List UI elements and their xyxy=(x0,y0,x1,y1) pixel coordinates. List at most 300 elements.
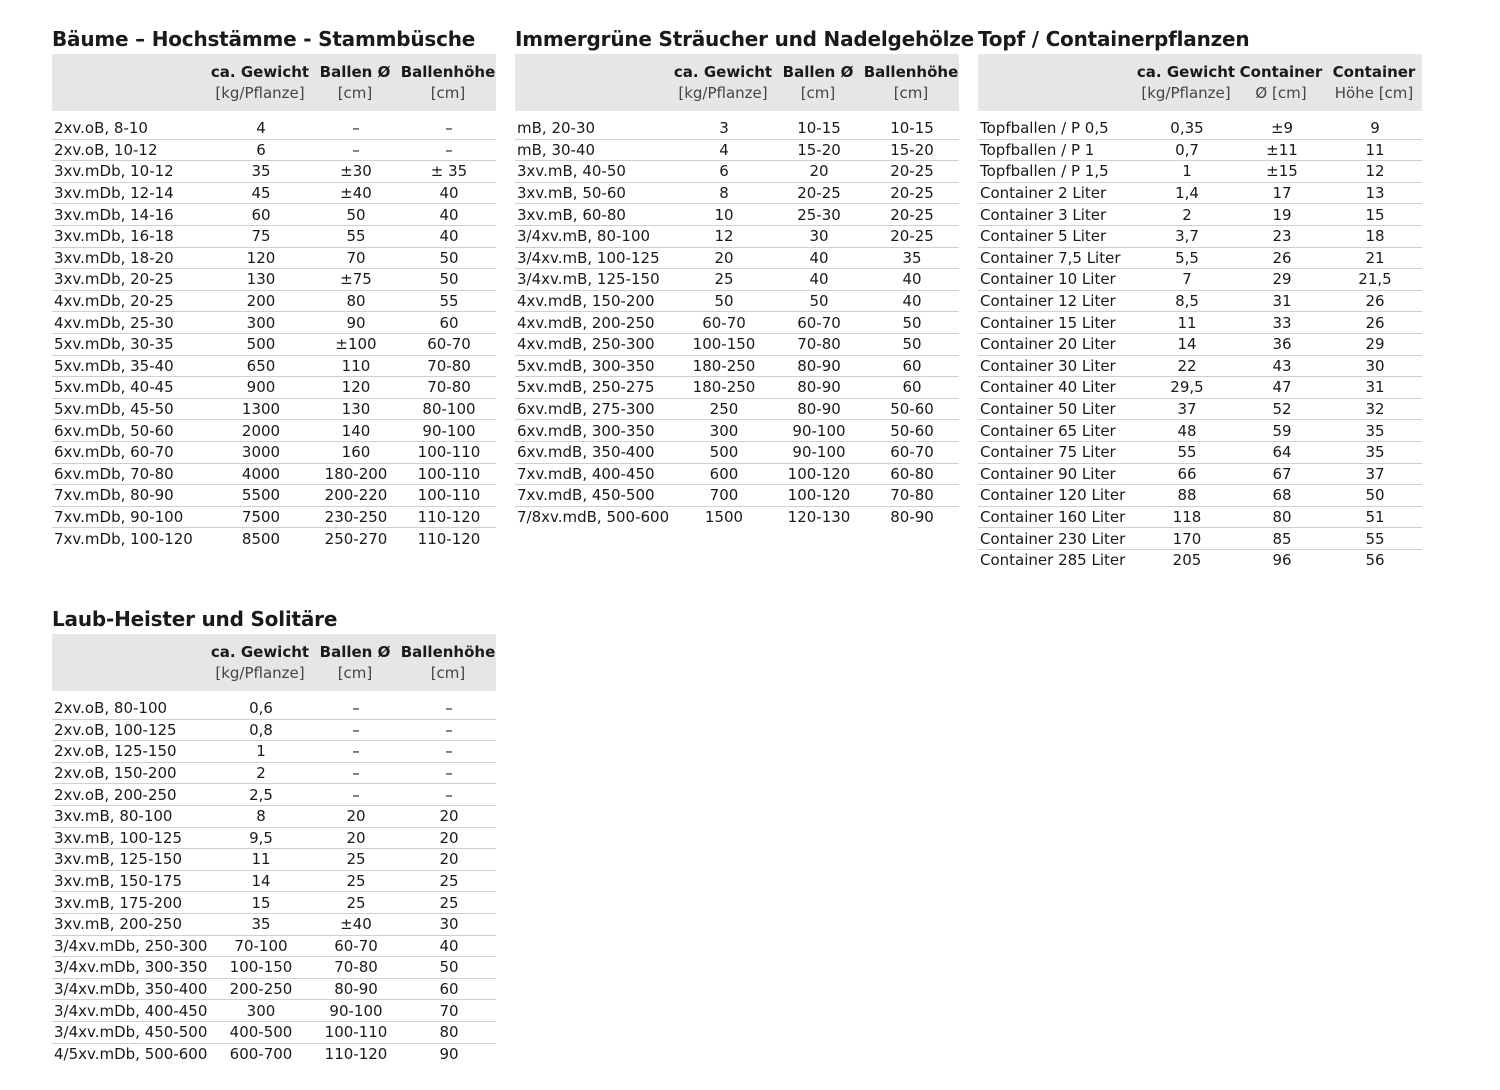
value-cell: 25 xyxy=(673,269,773,291)
value-cell: 12 xyxy=(673,225,773,247)
value-cell: 5,5 xyxy=(1136,247,1236,269)
table-row xyxy=(52,805,496,827)
row-label: 3xv.mB, 125-150 xyxy=(52,849,210,871)
value-cell: 80-90 xyxy=(890,507,934,526)
table-row xyxy=(52,312,496,334)
value-cell: 230-250 xyxy=(310,506,400,528)
table-row xyxy=(52,441,496,463)
value-cell: 60-70 xyxy=(400,333,496,355)
value-cell: 2,5 xyxy=(210,784,310,806)
row-label: 3/4xv.mB, 80-100 xyxy=(515,225,673,247)
row-label: 5xv.mDb, 30-35 xyxy=(52,333,210,355)
column-header xyxy=(52,54,210,111)
value-cell: 9 xyxy=(1326,118,1422,139)
table-row xyxy=(52,957,496,979)
row-label: 3xv.mDb, 12-14 xyxy=(52,182,210,204)
value-cell: 120 xyxy=(210,247,310,269)
row-label: 2xv.oB, 150-200 xyxy=(52,762,210,784)
column-header xyxy=(210,634,310,691)
value-cell: 26 xyxy=(1326,290,1422,312)
value-cell: 20 xyxy=(310,805,400,827)
value-cell: 40 xyxy=(863,269,959,291)
table-row xyxy=(515,312,959,334)
value-cell: 118 xyxy=(1136,506,1236,528)
value-cell: 2 xyxy=(210,762,310,784)
value-cell: 30 xyxy=(400,913,496,935)
value-cell: 25 xyxy=(400,870,496,892)
table-block-baeume xyxy=(52,24,496,549)
value-cell: 140 xyxy=(310,420,400,442)
column-header xyxy=(400,54,496,111)
value-cell: 80-90 xyxy=(773,355,863,377)
table-header-row xyxy=(978,54,1422,111)
value-cell: 18 xyxy=(1326,225,1422,247)
table-row xyxy=(515,398,959,420)
value-cell: 10-15 xyxy=(773,118,863,139)
table-row xyxy=(978,312,1422,334)
value-cell: 100-110 xyxy=(400,463,496,485)
table-row xyxy=(52,698,496,719)
value-cell: 35 xyxy=(210,913,310,935)
column-header-title: ca. Gewicht xyxy=(210,642,310,661)
value-cell: 31 xyxy=(1326,377,1422,399)
value-cell: 160 xyxy=(310,441,400,463)
table-row xyxy=(52,247,496,269)
spacer-cell xyxy=(52,111,496,118)
row-label: Container 285 Liter xyxy=(980,551,1126,570)
value-cell: ±30 xyxy=(310,161,400,183)
row-label: Container 75 Liter xyxy=(978,441,1136,463)
table-row xyxy=(515,161,959,183)
value-cell: – xyxy=(400,784,496,806)
table-row xyxy=(52,420,496,442)
row-label: 5xv.mDb, 45-50 xyxy=(52,398,210,420)
row-label: Container 90 Liter xyxy=(978,463,1136,485)
value-cell: 20 xyxy=(310,827,400,849)
value-cell: 60-70 xyxy=(863,441,959,463)
value-cell: 35 xyxy=(863,247,959,269)
row-label: 3xv.mB, 100-125 xyxy=(52,827,210,849)
value-cell: 120-130 xyxy=(787,507,851,526)
row-label: Topfballen / P 1 xyxy=(978,139,1136,161)
value-cell: 29 xyxy=(1236,269,1326,291)
table-block-laub-heister xyxy=(52,604,496,1064)
value-cell: 1500 xyxy=(704,507,744,526)
value-cell: – xyxy=(400,741,496,763)
value-cell: 4 xyxy=(673,139,773,161)
row-label: 3xv.mB, 200-250 xyxy=(52,913,210,935)
value-cell: 400-500 xyxy=(210,1021,310,1043)
value-cell: 60-80 xyxy=(863,463,959,485)
table-row xyxy=(52,355,496,377)
value-cell: 15 xyxy=(1326,204,1422,226)
column-header-unit: [cm] xyxy=(430,83,466,102)
value-cell: 170 xyxy=(1136,528,1236,550)
row-label: Container 2 Liter xyxy=(978,182,1136,204)
value-cell: 60 xyxy=(210,204,310,226)
table-row xyxy=(515,485,959,507)
value-cell: 35 xyxy=(1326,441,1422,463)
table-row xyxy=(52,741,496,763)
column-header-unit: [kg/Pflanze] xyxy=(215,83,305,102)
table-row xyxy=(52,892,496,914)
row-label: 3xv.mB, 40-50 xyxy=(515,161,673,183)
value-cell: 200-250 xyxy=(210,978,310,1000)
column-header-title: Ballen Ø xyxy=(319,62,391,81)
value-cell: 120 xyxy=(310,377,400,399)
value-cell: 90-100 xyxy=(773,441,863,463)
value-cell: 68 xyxy=(1236,485,1326,507)
table-row xyxy=(978,506,1422,528)
value-cell: 55 xyxy=(1136,441,1236,463)
value-cell: 47 xyxy=(1236,377,1326,399)
value-cell: 20 xyxy=(400,849,496,871)
value-cell: 50 xyxy=(673,290,773,312)
weight-table xyxy=(978,54,1422,570)
value-cell: 37 xyxy=(1326,463,1422,485)
value-cell: 45 xyxy=(210,182,310,204)
value-cell: – xyxy=(400,719,496,741)
table-row xyxy=(515,290,959,312)
table-header-row xyxy=(515,54,959,111)
column-header-title: ca. Gewicht xyxy=(1136,62,1236,81)
row-label: Container 65 Liter xyxy=(978,420,1136,442)
row-label: 3/4xv.mDb, 300-350 xyxy=(52,957,210,979)
row-label: Container 50 Liter xyxy=(978,398,1136,420)
value-cell: 130 xyxy=(310,398,400,420)
table-row xyxy=(52,506,496,528)
row-label: 6xv.mDb, 70-80 xyxy=(52,463,210,485)
weight-table xyxy=(515,54,959,527)
value-cell: – xyxy=(310,118,400,139)
value-cell: 4 xyxy=(210,118,310,139)
value-cell: 25 xyxy=(310,849,400,871)
value-cell: 10-15 xyxy=(863,118,959,139)
row-label: 7xv.mdB, 400-450 xyxy=(515,463,673,485)
table-row xyxy=(978,269,1422,291)
value-cell: 90 xyxy=(310,312,400,334)
value-cell: 180-250 xyxy=(673,355,773,377)
row-label: 6xv.mdB, 350-400 xyxy=(515,441,673,463)
value-cell: 8,5 xyxy=(1136,290,1236,312)
value-cell: 500 xyxy=(673,441,773,463)
table-row xyxy=(515,247,959,269)
value-cell: 30 xyxy=(773,225,863,247)
value-cell: 14 xyxy=(210,870,310,892)
value-cell: 20 xyxy=(400,827,496,849)
table-row xyxy=(52,118,496,139)
row-label: 4xv.mDb, 25-30 xyxy=(52,312,210,334)
row-label: Container 20 Liter xyxy=(978,333,1136,355)
value-cell: – xyxy=(310,741,400,763)
table-row xyxy=(52,398,496,420)
value-cell: 20-25 xyxy=(863,182,959,204)
row-label: Topfballen / P 1,5 xyxy=(978,161,1136,183)
table-row xyxy=(978,333,1422,355)
column-header xyxy=(310,54,400,111)
value-cell: 25 xyxy=(400,892,496,914)
value-cell: – xyxy=(400,139,496,161)
value-cell: 100-110 xyxy=(310,1021,400,1043)
value-cell: 0,6 xyxy=(210,698,310,719)
column-header xyxy=(52,634,210,691)
value-cell: – xyxy=(310,784,400,806)
spacer-cell xyxy=(978,111,1422,118)
table-row xyxy=(515,269,959,291)
value-cell: 200-220 xyxy=(310,485,400,507)
table-row xyxy=(52,978,496,1000)
table-row xyxy=(978,161,1422,183)
spacer-row xyxy=(52,111,496,118)
value-cell: 80 xyxy=(400,1021,496,1043)
table-row xyxy=(515,118,959,139)
value-cell: 80 xyxy=(310,290,400,312)
table-row xyxy=(52,463,496,485)
row-label: 3xv.mDb, 18-20 xyxy=(52,247,210,269)
value-cell: 35 xyxy=(1326,420,1422,442)
row-label: Container 10 Liter xyxy=(978,269,1136,291)
value-cell: 80-100 xyxy=(400,398,496,420)
row-label: 6xv.mdB, 300-350 xyxy=(515,420,673,442)
value-cell: ±11 xyxy=(1236,139,1326,161)
value-cell: 23 xyxy=(1236,225,1326,247)
value-cell: 50 xyxy=(773,290,863,312)
column-header-unit: [cm] xyxy=(893,83,929,102)
table-row xyxy=(52,870,496,892)
table-row xyxy=(52,827,496,849)
value-cell: 21,5 xyxy=(1326,269,1422,291)
table-title: Laub-Heister und Solitäre xyxy=(52,607,338,631)
value-cell: 60-70 xyxy=(773,312,863,334)
column-header-title: Container xyxy=(1332,62,1416,81)
value-cell: ±40 xyxy=(310,913,400,935)
row-label: 5xv.mdB, 300-350 xyxy=(515,355,673,377)
value-cell: 33 xyxy=(1236,312,1326,334)
column-header xyxy=(1236,54,1326,111)
value-cell: 55 xyxy=(400,290,496,312)
row-label: 2xv.oB, 10-12 xyxy=(52,139,210,161)
table-row xyxy=(978,463,1422,485)
value-cell: 300 xyxy=(673,420,773,442)
value-cell: 20-25 xyxy=(863,161,959,183)
value-cell: 20-25 xyxy=(863,225,959,247)
value-cell: 40 xyxy=(400,182,496,204)
row-label: 2xv.oB, 125-150 xyxy=(52,741,210,763)
column-header-unit: [kg/Pflanze] xyxy=(215,663,305,682)
value-cell: 110-120 xyxy=(324,1044,388,1063)
value-cell: 100-150 xyxy=(673,333,773,355)
value-cell: 3 xyxy=(673,118,773,139)
column-header-unit: [cm] xyxy=(337,83,373,102)
table-row xyxy=(52,333,496,355)
value-cell: 55 xyxy=(310,225,400,247)
value-cell: 32 xyxy=(1326,398,1422,420)
value-cell: 66 xyxy=(1136,463,1236,485)
table-row xyxy=(52,269,496,291)
row-label: 3xv.mDb, 20-25 xyxy=(52,269,210,291)
row-label: 3/4xv.mDb, 400-450 xyxy=(52,1000,210,1022)
value-cell: 70-80 xyxy=(400,377,496,399)
row-label: Container 7,5 Liter xyxy=(978,247,1136,269)
value-cell: 25 xyxy=(310,870,400,892)
row-label: 3xv.mDb, 10-12 xyxy=(52,161,210,183)
table-row xyxy=(515,463,959,485)
table-row xyxy=(978,118,1422,139)
value-cell: 6 xyxy=(210,139,310,161)
value-cell: 70-80 xyxy=(863,485,959,507)
row-label: 4xv.mDb, 20-25 xyxy=(52,290,210,312)
column-header xyxy=(773,54,863,111)
column-header-title: Ballen Ø xyxy=(319,642,391,661)
column-header xyxy=(978,54,1136,111)
value-cell: – xyxy=(400,118,496,139)
value-cell: 25-30 xyxy=(773,204,863,226)
row-label: 4xv.mdB, 150-200 xyxy=(515,290,673,312)
value-cell: 500 xyxy=(210,333,310,355)
row-label: 4xv.mdB, 200-250 xyxy=(515,312,673,334)
value-cell: 80-90 xyxy=(310,978,400,1000)
row-label: 4xv.mdB, 250-300 xyxy=(515,333,673,355)
value-cell: 80-90 xyxy=(773,398,863,420)
value-cell: 2 xyxy=(1136,204,1236,226)
column-header-title: Ballenhöhe xyxy=(400,62,496,81)
value-cell: 110-120 xyxy=(417,529,481,548)
value-cell: ±40 xyxy=(310,182,400,204)
value-cell: 90 xyxy=(439,1044,459,1063)
value-cell: 100-150 xyxy=(210,957,310,979)
value-cell: 29,5 xyxy=(1136,377,1236,399)
value-cell: ±15 xyxy=(1236,161,1326,183)
value-cell: 6 xyxy=(673,161,773,183)
spacer-cell xyxy=(52,691,496,698)
table-row xyxy=(515,182,959,204)
value-cell: 10 xyxy=(673,204,773,226)
value-cell: 60-70 xyxy=(310,935,400,957)
value-cell: 300 xyxy=(210,312,310,334)
table-row xyxy=(52,225,496,247)
value-cell: 40 xyxy=(863,290,959,312)
table-row xyxy=(978,549,1422,570)
value-cell: 60 xyxy=(400,312,496,334)
value-cell: 0,35 xyxy=(1136,118,1236,139)
row-label: 3/4xv.mB, 125-150 xyxy=(515,269,673,291)
value-cell: 50 xyxy=(400,247,496,269)
spacer-cell xyxy=(515,111,959,118)
row-label: 3/4xv.mDb, 350-400 xyxy=(52,978,210,1000)
table-row xyxy=(978,441,1422,463)
value-cell: ±9 xyxy=(1236,118,1326,139)
table-row xyxy=(52,849,496,871)
value-cell: 50-60 xyxy=(863,398,959,420)
row-label: Container 40 Liter xyxy=(978,377,1136,399)
table-row xyxy=(52,913,496,935)
value-cell: 31 xyxy=(1236,290,1326,312)
value-cell: 8 xyxy=(673,182,773,204)
value-cell: 900 xyxy=(210,377,310,399)
row-label: Container 120 Liter xyxy=(978,485,1136,507)
column-header xyxy=(515,54,673,111)
value-cell: 90-100 xyxy=(310,1000,400,1022)
value-cell: 9,5 xyxy=(210,827,310,849)
column-header-title: Container xyxy=(1239,62,1323,81)
value-cell: 13 xyxy=(1326,182,1422,204)
value-cell: 1,4 xyxy=(1136,182,1236,204)
row-label: 7xv.mDb, 100-120 xyxy=(54,529,193,548)
table-row xyxy=(515,441,959,463)
table-header-row xyxy=(52,634,496,691)
table-row xyxy=(52,528,496,549)
value-cell: 96 xyxy=(1272,551,1292,570)
value-cell: 43 xyxy=(1236,355,1326,377)
value-cell: 75 xyxy=(210,225,310,247)
value-cell: ±100 xyxy=(310,333,400,355)
row-label: 2xv.oB, 8-10 xyxy=(52,118,210,139)
value-cell: 650 xyxy=(210,355,310,377)
table-row xyxy=(978,377,1422,399)
value-cell: 11 xyxy=(1326,139,1422,161)
table-block-container xyxy=(978,24,1422,570)
value-cell: 7500 xyxy=(210,506,310,528)
value-cell: 15-20 xyxy=(773,139,863,161)
row-label: 3xv.mDb, 14-16 xyxy=(52,204,210,226)
row-label: 4/5xv.mDb, 500-600 xyxy=(54,1044,208,1063)
value-cell: 20 xyxy=(673,247,773,269)
spacer-row xyxy=(52,691,496,698)
row-label: mB, 30-40 xyxy=(515,139,673,161)
row-label: 3/4xv.mDb, 450-500 xyxy=(52,1021,210,1043)
value-cell: 0,8 xyxy=(210,719,310,741)
value-cell: 20-25 xyxy=(863,204,959,226)
column-header-unit: Höhe [cm] xyxy=(1334,83,1414,102)
column-header-title: Ballenhöhe xyxy=(863,62,959,81)
value-cell: 70-100 xyxy=(210,935,310,957)
value-cell: 22 xyxy=(1136,355,1236,377)
value-cell: 1 xyxy=(1136,161,1236,183)
value-cell: 100-120 xyxy=(773,463,863,485)
value-cell: 200 xyxy=(210,290,310,312)
value-cell: 70 xyxy=(400,1000,496,1022)
row-label: 3xv.mB, 50-60 xyxy=(515,182,673,204)
value-cell: 60 xyxy=(863,377,959,399)
table-row xyxy=(52,485,496,507)
table-row xyxy=(52,1043,496,1064)
column-header xyxy=(1136,54,1236,111)
value-cell: 40 xyxy=(400,935,496,957)
column-header-title: Ballen Ø xyxy=(782,62,854,81)
value-cell: 180-250 xyxy=(673,377,773,399)
value-cell: 7 xyxy=(1136,269,1236,291)
value-cell: 40 xyxy=(400,225,496,247)
row-label: 3xv.mB, 175-200 xyxy=(52,892,210,914)
row-label: Container 15 Liter xyxy=(978,312,1136,334)
table-row xyxy=(978,398,1422,420)
value-cell: 100-120 xyxy=(773,485,863,507)
table-row xyxy=(52,762,496,784)
value-cell: 20 xyxy=(773,161,863,183)
value-cell: 37 xyxy=(1136,398,1236,420)
value-cell: 1300 xyxy=(210,398,310,420)
row-label: Container 160 Liter xyxy=(978,506,1136,528)
value-cell: 20 xyxy=(400,805,496,827)
value-cell: 55 xyxy=(1326,528,1422,550)
table-row xyxy=(978,139,1422,161)
value-cell: 60 xyxy=(863,355,959,377)
value-cell: 85 xyxy=(1236,528,1326,550)
value-cell: 51 xyxy=(1326,506,1422,528)
table-row xyxy=(515,377,959,399)
table-row xyxy=(515,225,959,247)
table-row xyxy=(978,204,1422,226)
